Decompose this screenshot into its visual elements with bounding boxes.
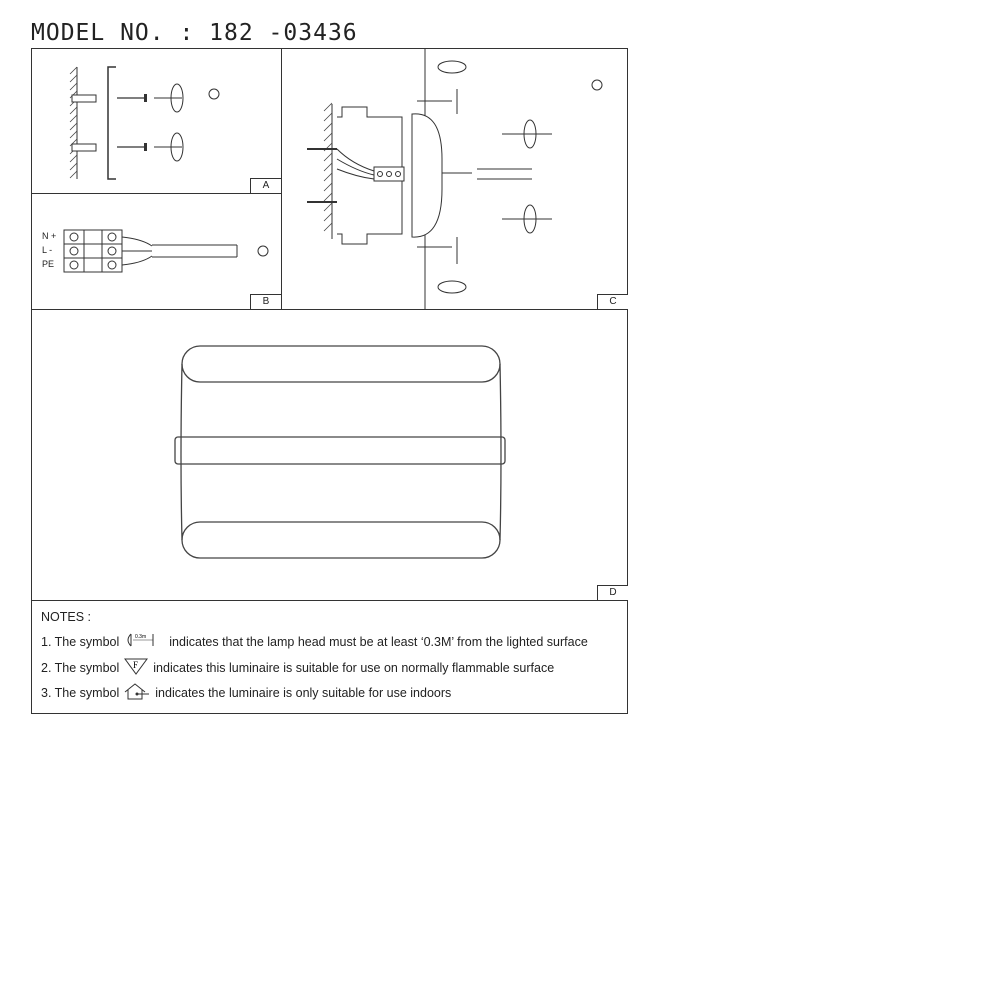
panel-b xyxy=(32,194,282,310)
note-2 xyxy=(41,657,554,678)
note-3 xyxy=(41,682,451,703)
panel-label-a: A xyxy=(250,178,281,193)
panel-d xyxy=(32,310,628,601)
terminal-label-pe: PE xyxy=(42,259,55,269)
model-number-title: MODEL NO. : 182 -03436 xyxy=(31,20,358,46)
note-1-text: indicates that the lamp head must be at least ‘0.3M’ from the lighted surface xyxy=(169,634,588,649)
terminal-label-n: N + xyxy=(42,231,57,241)
instruction-sheet xyxy=(31,48,628,714)
panel-c xyxy=(282,49,628,310)
flammable-surface-icon xyxy=(123,657,149,678)
note-1-prefix: 1. The symbol xyxy=(41,634,120,649)
fixture-installation-diagram xyxy=(282,49,627,309)
panel-label-c: C xyxy=(597,294,628,309)
terminal-label-l: L - xyxy=(42,245,53,255)
panel-a xyxy=(32,49,282,194)
distance-0.3m-icon xyxy=(123,632,159,651)
panel-label-d: D xyxy=(597,585,628,600)
note-2-text: indicates this luminaire is suitable for use on normally flammable surface xyxy=(153,660,555,675)
panel-label-b: B xyxy=(250,294,281,309)
distance-icon-label: 0.3m xyxy=(135,634,147,640)
note-3-prefix: 3. The symbol xyxy=(41,685,120,700)
indoor-house-icon xyxy=(123,682,151,703)
notes-title: NOTES : xyxy=(41,610,92,624)
note-2-prefix: 2. The symbol xyxy=(41,660,120,675)
lamp-front-view-drawing xyxy=(32,310,628,600)
note-1 xyxy=(41,632,588,651)
terminal-block-wiring-diagram xyxy=(32,194,281,309)
note-3-text: indicates the luminaire is only suitable for use indoors xyxy=(155,685,452,700)
flammable-icon-label: F xyxy=(133,660,139,670)
wall-mount-screws-diagram xyxy=(32,49,281,193)
